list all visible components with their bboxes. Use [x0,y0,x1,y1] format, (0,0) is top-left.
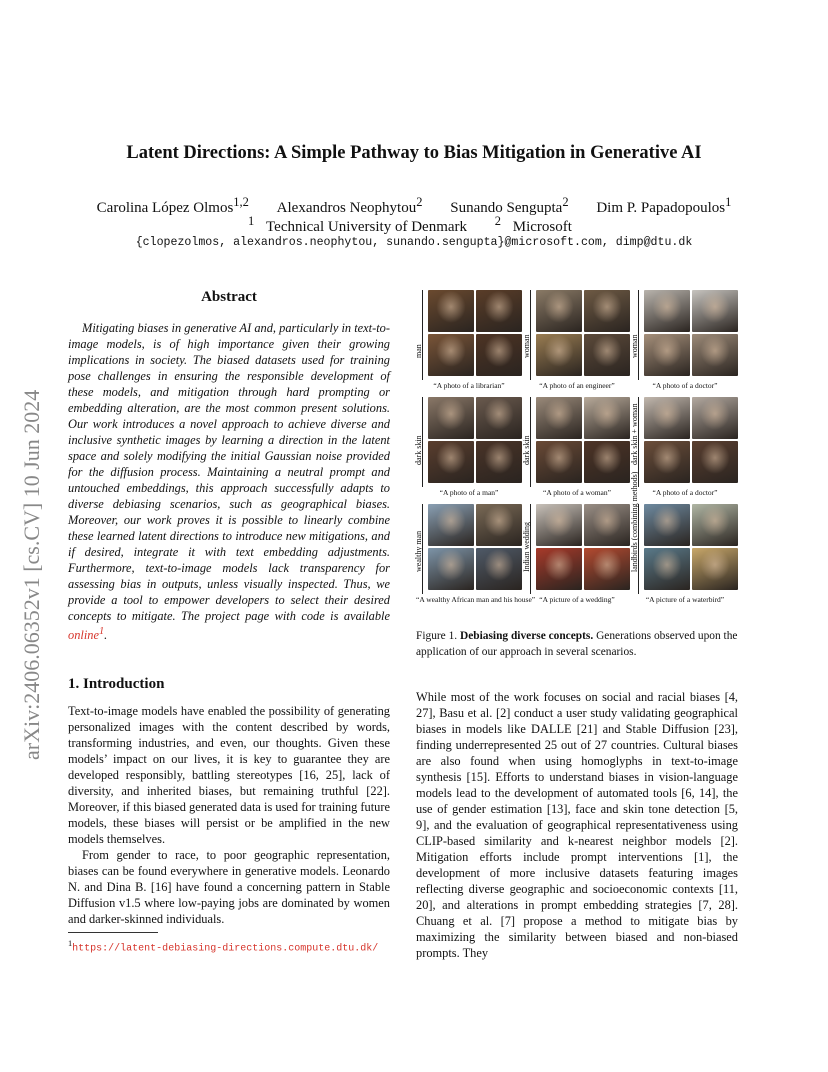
figure-panel [524,502,630,607]
intro-body [68,703,390,927]
panel-side-label: dark skin [522,435,531,465]
panel-prompt-label: “A photo of a man” [439,488,499,497]
generated-image [536,397,582,439]
panel-prompt-label: “A photo of a librarian” [433,381,505,390]
generated-image [584,548,630,590]
generated-image [428,548,474,590]
figure-caption: Figure 1. Debiasing diverse concepts. Generations observed upon the application of our approach in several scenarios. [416,630,738,658]
figure-panel [524,395,630,500]
generated-image [644,334,690,376]
affiliation: $^1$ Technical University of Denmark [248,214,468,235]
generated-image [692,397,738,439]
panel-prompt-label: “A wealthy African man and his house” [416,595,536,604]
generated-image [476,290,522,332]
author: Carolina López Olmos$^{1,2}$ [96,195,249,216]
generated-image [692,504,738,546]
generated-image [584,334,630,376]
panel-prompt-label: “A photo of an engineer” [539,381,615,390]
body-text-right: While most of the work focuses on social and racial biases [4, 27], Basu et al. [2] conduct a user study validating geographical biases in models like DALLE [21] and Stable Diffusion [23], finding underrepresented 25 out of 27 countries. Cultural biases are also found when using homoglyphs in text-to-image synthesis [15]. Efforts to understand biases in vision-language models lead to the development of automated tools [6, 14], the use of gender estimation [13], face and skin tone detection [5, 9], and the evaluation of geographical representativeness using CLIP-based similarity and k-nearest neighbor models [2]. Mitigation efforts include prompt interventions [1], the development of more inclusive datasets featuring images reflecting diverse geographic and socioeconomic contexts [11, 20], and alterations in prompt embedding strategies [7, 28]. Chuang et al. [7] propose a method to mitigate bias by maximizing the similarity between biased and non-biased prompts. They [416,690,738,960]
panel-side-label: Indian wedding [522,522,531,572]
panel-prompt-label: “A photo of a woman” [543,488,611,497]
direction-arrow [422,290,423,380]
panel-side-label: wealthy man [414,530,423,572]
panel-side-label: woman [522,334,531,358]
section-heading: 1. Introduction [68,676,165,692]
generated-image [584,397,630,439]
panel-side-label: landbirds (combining methods) [630,471,639,572]
panel-prompt-label: “A picture of a wedding” [539,595,615,604]
generated-image [644,548,690,590]
generated-image [644,441,690,483]
generated-image [428,334,474,376]
author: Sunando Sengupta$^2$ [450,195,569,216]
footnote-url[interactable]: https://latent-debiasing-directions.compute.dtu.dk/ [72,943,379,955]
panel-side-label: woman [630,334,639,358]
arxiv-stamp [12,290,52,760]
generated-image [476,397,522,439]
generated-image [536,441,582,483]
generated-image [428,397,474,439]
generated-image [428,290,474,332]
generated-image [536,504,582,546]
affiliations [0,214,828,236]
generated-image [428,504,474,546]
generated-image [476,548,522,590]
figure-panel [632,395,738,500]
generated-image [428,441,474,483]
panel-side-label: dark skin + woman [630,403,639,465]
footnote: $^1$https://latent-debiasing-directions.compute.dtu.dk/ [68,939,379,955]
panel-prompt-label: “A picture of a waterbird” [645,595,725,604]
generated-image [476,441,522,483]
generated-image [584,441,630,483]
generated-image [476,334,522,376]
panel-side-label: dark skin [414,435,423,465]
figure-panel [416,288,522,393]
author: Dim P. Papadopoulos$^1$ [596,195,732,216]
figure-1 [416,288,741,616]
generated-image [536,334,582,376]
author: Alexandros Neophytou$^2$ [276,195,423,216]
generated-image [692,548,738,590]
affiliation: $^2$ Microsoft [494,214,572,235]
panel-prompt-label: “A photo of a doctor” [652,381,718,390]
intro-paragraph: Text-to-image models have enabled the possibility of generating personalized images with the content described by words, transforming industries, and even, our thoughts. Given these models’ impact on our lives, it is key to guarantee they are developed responsibly, battling stereotypes [16, 25], lack of diversity, and inherited biases, but remaining truthful [22]. Moreover, if this biased generated data is used for training future models, these biases will persist or be amplified in the new models themselves. [68,704,390,846]
project-page-link[interactable]: online [68,628,99,643]
generated-image [644,504,690,546]
generated-image [584,504,630,546]
figure-panel [524,288,630,393]
footnote-divider [68,932,158,933]
figure-panel [416,395,522,500]
paper-title: Latent Directions: A Simple Pathway to Bias Mitigation in Generative AI [126,143,702,163]
footnote-mark[interactable]: 1 [98,626,105,637]
generated-image [692,290,738,332]
panel-side-label: man [414,344,423,358]
abstract-body: Mitigating biases in generative AI and, particularly in text-to-image models, is of high importance given their growing implications in society. The biased datasets used for training pose challenges in ensuring the responsible development of these models, and mitigation through hard prompting or embedding alteration, are the most common present solutions. Our work introduces a novel approach to achieve diverse and inclusive synthetic images by learning a direction in the latent space and solely modifying the initial Gaussian noise provided for the diffusion process. Maintaining a neutral prompt and untouched embeddings, this approach successfully adapts to diverse debiasing scenarios, such as geographical biases. Moreover, our work proves it is possible to linearly combine these learned latent directions to introduce new mitigations, and if desired, integrate it with text embedding adjustments. Furthermore, text-to-image models lack transparency for assessing bias in outputs, unless visually inspected. Thus, we provide a tool to empower developers to select their desired concepts to mitigate. The project page with code is available online$^1$. [68,321,390,643]
figure-panel [632,288,738,393]
generated-image [584,290,630,332]
generated-image [644,397,690,439]
generated-image [644,290,690,332]
abstract-heading: Abstract [201,289,257,305]
generated-image [536,290,582,332]
arxiv-id: arXiv:2406.06352v1 [cs.CV] 10 Jun 2024 [19,389,44,760]
panel-prompt-label: “A photo of a doctor” [652,488,718,497]
generated-image [536,548,582,590]
author-emails: {clopezolmos, alexandros.neophytou, sunando.sengupta}@microsoft.com, dimp@dtu.dk [135,236,693,249]
generated-image [692,334,738,376]
generated-image [476,504,522,546]
generated-image [692,441,738,483]
intro-paragraph: From gender to race, to poor geographic representation, biases can be found everywhere in generative models. Leonardo N. and Dina B. [16] have found a concerning pattern in Stable Diffusion v1.5 where low-paying jobs are dominated by women and darker-skinned individuals. [68,848,390,926]
